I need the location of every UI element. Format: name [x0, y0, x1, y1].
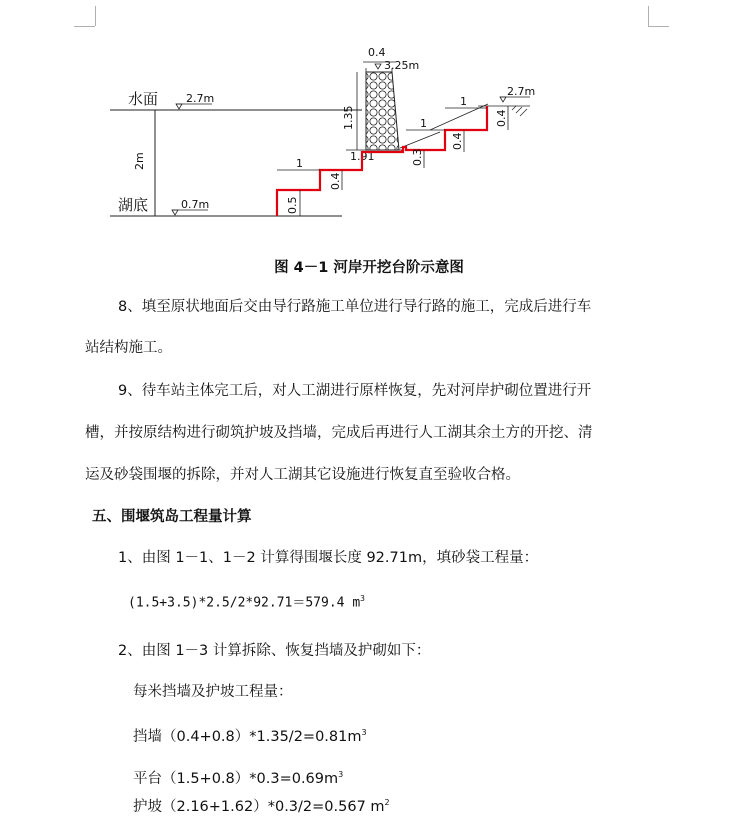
item-2: 2、由图 1－3 计算拆除、恢复挡墙及护砌如下： [118, 643, 431, 659]
platform-formula: 平台$(1.5+0.8)*0.3=0.69m^3$ [133, 770, 344, 787]
step1-height-label: 0.5 [286, 196, 299, 214]
step2-height-label: 0.4 [329, 172, 342, 190]
lake-bottom-label: 湖底 [118, 196, 149, 214]
slope-formula: 护坡（2.16+1.62）*0.3/2=0.567 $m^2$ [133, 798, 390, 815]
elevation-triangle-icon [176, 104, 182, 109]
wall-elevation-label: 3.25m [384, 59, 420, 72]
water-surface-label: 水面 [128, 90, 159, 108]
wall-top-width-label: 0.4 [368, 46, 386, 59]
item-1: 1、由图 1－1、1－2 计算得围堰长度 92.71m，填砂袋工程量： [118, 550, 539, 566]
per-meter-heading: 每米挡墙及护坡工程量： [133, 684, 293, 700]
ground-hatch [512, 106, 527, 116]
paragraph-9-line-2: 槽，并按原结构进行砌筑护坡及挡墙，完成后再进行人工湖其余土方的开挖、清 [85, 425, 593, 441]
wall-height-label: 1.35 [342, 105, 355, 130]
paragraph-9-line-3: 运及砂袋围堰的拆除，并对人工湖其它设施进行恢复直至验收合格。 [85, 467, 520, 483]
riverbank-excavation-figure [0, 0, 738, 250]
step4-height-label: 0.4 [451, 132, 464, 150]
step5-height-label: 0.4 [495, 109, 508, 127]
wall-formula: 挡墙$(0.4+0.8)*1.35/2=0.81m^3$ [133, 728, 367, 745]
step3-height-label: 0.3 [411, 148, 424, 166]
gabion-retaining-wall [366, 72, 399, 150]
depth-label: 2m [133, 152, 146, 170]
elev-water-label: 2.7m [186, 92, 215, 105]
wall-base-label: 1.91 [350, 150, 375, 163]
step5-width-label: 1 [460, 95, 467, 108]
step4-width-label: 1 [420, 117, 427, 130]
paragraph-9-line-1: 9、待车站主体完工后，对人工湖进行原样恢复，先对河岸护砌位置进行开 [118, 383, 592, 399]
elev-right-label: 2.7m [507, 85, 536, 98]
formula-1: (1.5+3.5)*2.5/2*92.71＝579.4 $m^3$ [128, 594, 365, 611]
elevation-triangle-icon [375, 64, 381, 69]
elevation-triangle-icon [172, 210, 178, 215]
section-5-heading: 五、围堰筑岛工程量计算 [92, 509, 252, 525]
figure-caption: 图 4－1 河岸开挖台阶示意图 [274, 260, 464, 276]
elev-bottom-label: 0.7m [181, 198, 210, 211]
elevation-triangle-icon [500, 97, 506, 102]
step2-width-label: 1 [296, 157, 303, 170]
paragraph-8-line-1: 8、填至原状地面后交由导行路施工单位进行导行路的施工，完成后进行车 [118, 299, 592, 315]
paragraph-8-line-2: 站结构施工。 [85, 340, 172, 356]
